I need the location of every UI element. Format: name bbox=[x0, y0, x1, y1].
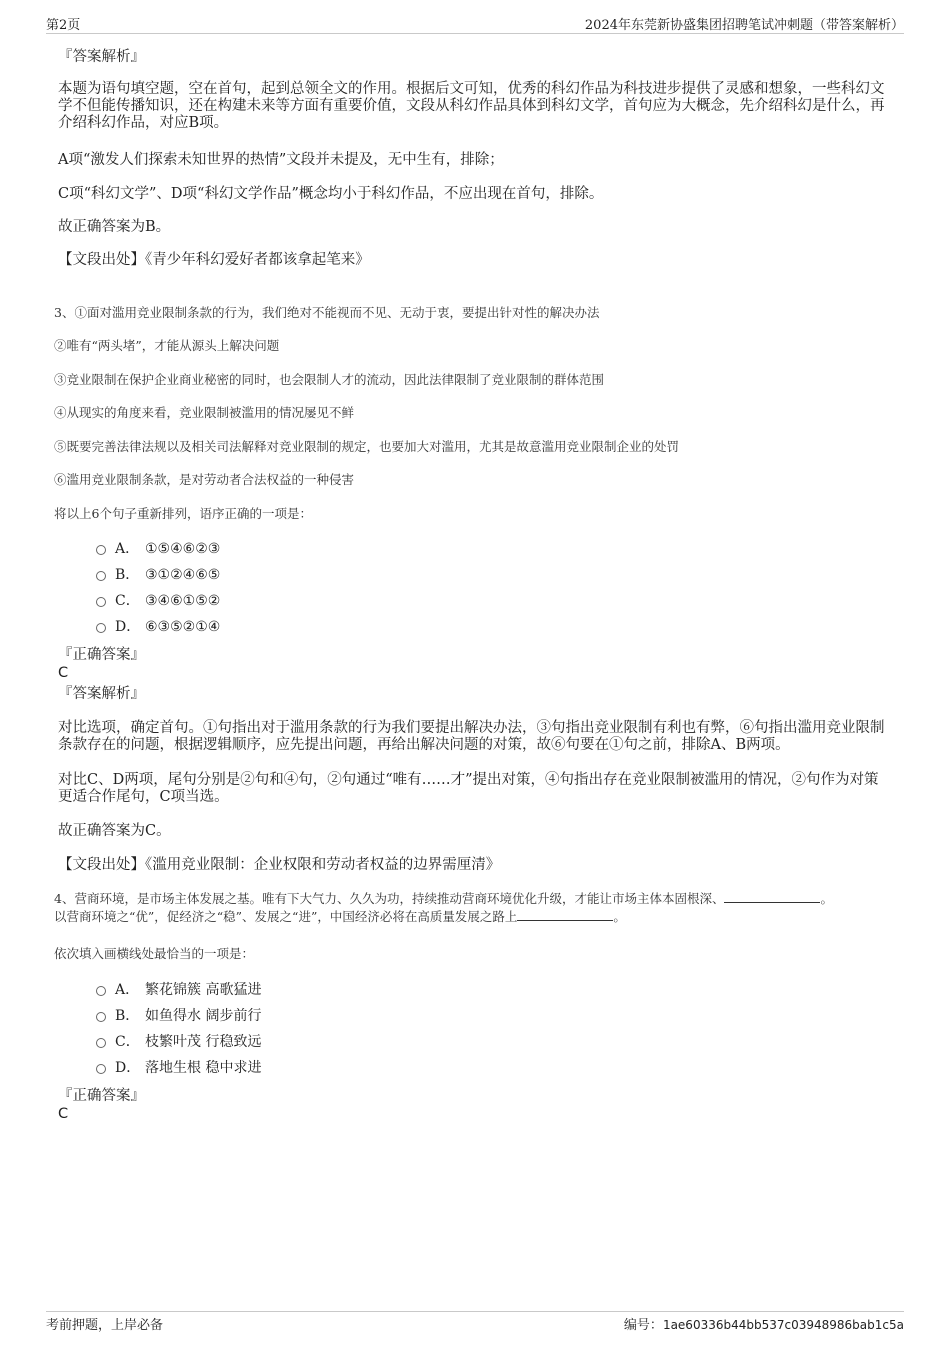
q3-prompt: 将以上6个句子重新排列，语序正确的一项是： bbox=[54, 506, 312, 521]
page-header bbox=[46, 14, 904, 34]
q3-option-b[interactable]: B． ③①②④⑥⑤ bbox=[96, 566, 220, 584]
q3-correct-answer: C bbox=[58, 665, 69, 681]
q4-stem: 4、营商环境，是市场主体发展之基。唯有下大气力、久久为功，持续推动营商环境优化升级，才能让市场主体本固根深、 。 以营商环境之“优”，促经济之“稳”、发展之“进”，中国经济必将在高质量发展之路上 。 bbox=[54, 891, 833, 924]
q2-analysis-para4: 故正确答案为B。 bbox=[58, 219, 171, 235]
q2-analysis-tag: 『答案解析』 bbox=[58, 49, 145, 65]
document-code: 编号：1ae60336b44bb537c03948986bab1c5a bbox=[623, 1318, 904, 1333]
q3-analysis-para3: 故正确答案为C。 bbox=[58, 823, 171, 839]
q4-option-b[interactable]: B． 如鱼得水 阔步前行 bbox=[96, 1007, 261, 1025]
q3-analysis-para2: 对比C、D两项，尾句分别是②句和④句，②句通过“唯有……才”提出对策，④句指出存在竞业限制被滥用的情况，②句作为对策更适合作尾句，C项当选。 bbox=[58, 772, 879, 805]
header-divider bbox=[46, 33, 904, 34]
q4-option-d[interactable]: D． 落地生根 稳中求进 bbox=[96, 1059, 261, 1077]
page-footer bbox=[46, 1314, 904, 1332]
radio-icon[interactable] bbox=[96, 545, 106, 555]
q3-option-c[interactable]: C． ③④⑥①⑤② bbox=[96, 592, 220, 610]
q2-analysis-para3: C项“科幻文学”、D项“科幻文学作品”概念均小于科幻作品，不应出现在首句，排除。 bbox=[58, 186, 604, 202]
q3-option-d[interactable]: D． ⑥③⑤②①④ bbox=[96, 618, 220, 636]
q3-source: 【文段出处】《滥用竞业限制：企业权限和劳动者权益的边界需厘清》 bbox=[58, 857, 501, 873]
document-title: 2024年东莞新协盛集团招聘笔试冲刺题（带答案解析） bbox=[584, 18, 904, 33]
q3-analysis-para1: 对比选项，确定首句。①句指出对于滥用条款的行为我们要提出解决办法，③句指出竞业限制有利也有弊，⑥句指出滥用竞业限制条款存在的问题，根据逻辑顺序，应先提出问题，再给出解决问题的对策，故⑥句要在①句之前，排除A、B两项。 bbox=[58, 720, 885, 753]
q3-option-a[interactable]: A． ①⑤④⑥②③ bbox=[96, 540, 220, 558]
page-number: 第2页 bbox=[46, 18, 81, 33]
q3-sentence-4: ④从现实的角度来看，竞业限制被滥用的情况屡见不鲜 bbox=[54, 405, 355, 420]
q3-sentence-6: ⑥滥用竞业限制条款，是对劳动者合法权益的一种侵害 bbox=[54, 472, 355, 487]
q3-sentence-2: ②唯有“两头堵”，才能从源头上解决问题 bbox=[54, 338, 280, 353]
radio-icon[interactable] bbox=[96, 623, 106, 633]
footer-divider bbox=[46, 1311, 904, 1312]
radio-icon[interactable] bbox=[96, 1064, 106, 1074]
fill-blank-2 bbox=[517, 908, 613, 921]
q2-source: 【文段出处】《青少年科幻爱好者都该拿起笔来》 bbox=[58, 252, 370, 268]
fill-blank-1 bbox=[724, 890, 820, 903]
radio-icon[interactable] bbox=[96, 1012, 106, 1022]
q3-sentence-5: ⑤既要完善法律法规以及相关司法解释对竞业限制的规定，也要加大对滥用，尤其是故意滥用竞业限制企业的处罚 bbox=[54, 439, 680, 454]
q4-correct-tag: 『正确答案』 bbox=[58, 1088, 145, 1104]
radio-icon[interactable] bbox=[96, 986, 106, 996]
q3-sentence-3: ③竞业限制在保护企业商业秘密的同时，也会限制人才的流动，因此法律限制了竞业限制的群体范围 bbox=[54, 372, 605, 387]
q4-prompt: 依次填入画横线处最恰当的一项是： bbox=[54, 946, 255, 961]
q3-sentence-1: 3、①面对滥用竞业限制条款的行为，我们绝对不能视而不见、无动于衷，要提出针对性的解决办法 bbox=[54, 305, 600, 320]
q3-correct-tag: 『正确答案』 bbox=[58, 647, 145, 663]
q4-correct-answer: C bbox=[58, 1106, 69, 1122]
footer-slogan: 考前押题，上岸必备 bbox=[46, 1318, 164, 1333]
q2-analysis-para2: A项“激发人们探索未知世界的热情”文段并未提及，无中生有，排除； bbox=[58, 152, 504, 168]
q3-analysis-tag: 『答案解析』 bbox=[58, 686, 145, 702]
q2-analysis-para1: 本题为语句填空题，空在首句，起到总领全文的作用。根据后文可知，优秀的科幻作品为科技进步提供了灵感和想象，一些科幻文学不但能传播知识，还在构建未来等方面有重要价值，文段从科幻作品具体到科幻文学，首句应为大概念，先介绍科幻是什么，再介绍科幻作品，对应B项。 bbox=[58, 81, 885, 131]
radio-icon[interactable] bbox=[96, 597, 106, 607]
radio-icon[interactable] bbox=[96, 1038, 106, 1048]
q4-option-a[interactable]: A． 繁花锦簇 高歌猛进 bbox=[96, 981, 261, 999]
q4-option-c[interactable]: C． 枝繁叶茂 行稳致远 bbox=[96, 1033, 261, 1051]
radio-icon[interactable] bbox=[96, 571, 106, 581]
